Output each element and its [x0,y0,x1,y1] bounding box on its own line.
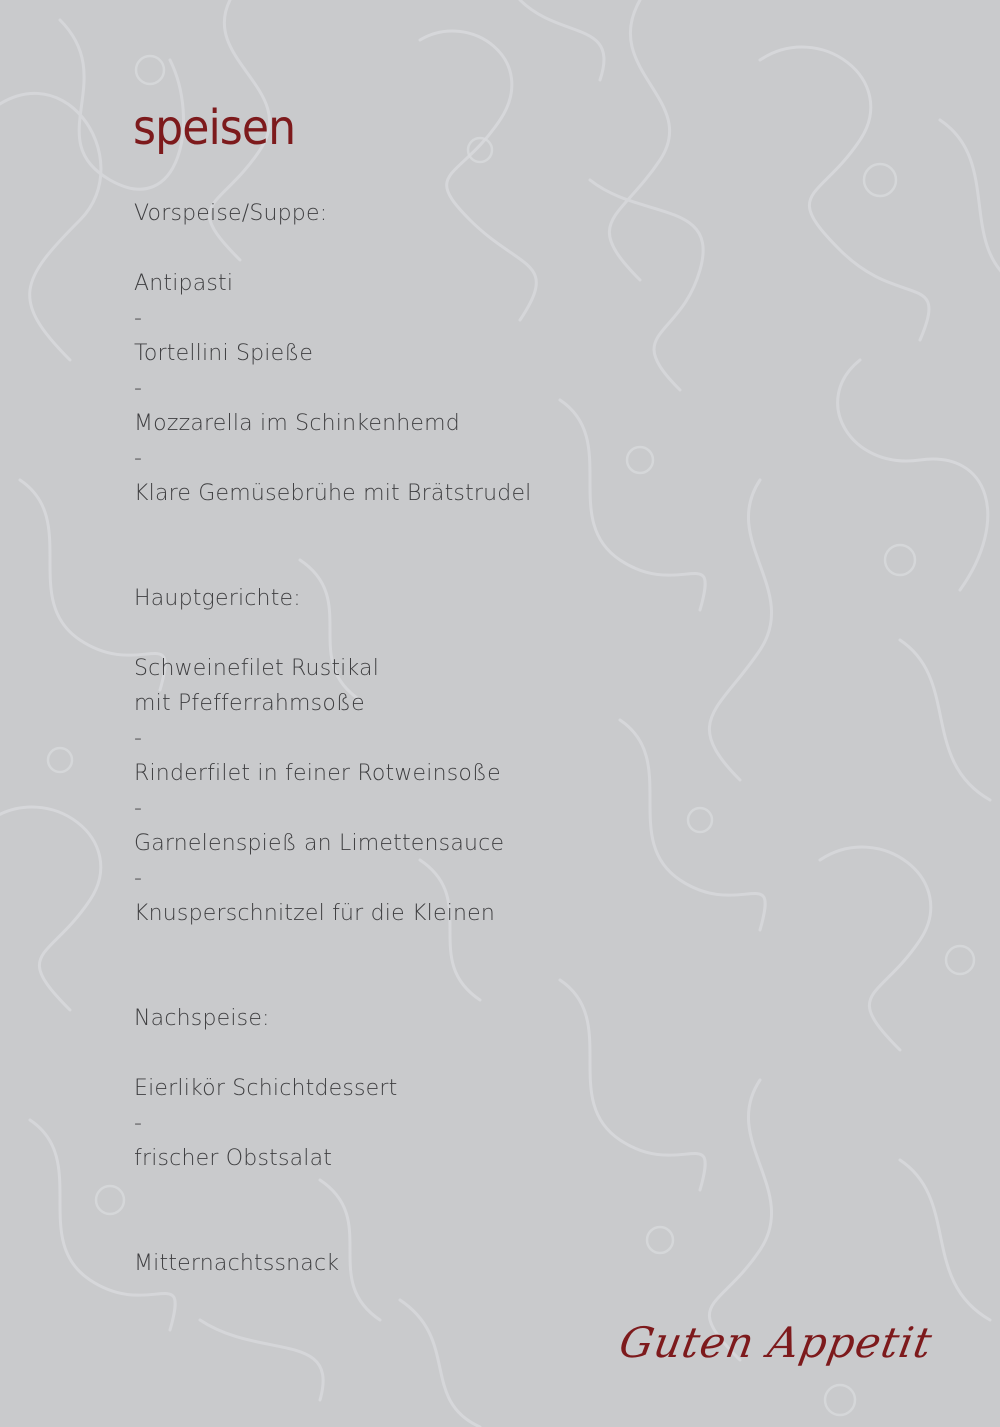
section-heading-desserts: Nachspeise: [134,1006,270,1031]
menu-item: Antipasti [134,271,234,296]
menu-separator: - [134,726,143,751]
menu-separator: - [134,866,143,891]
menu-item: Klare Gemüsebrühe mit Brätstrudel [134,481,532,506]
closing-greeting: Guten Appetit [615,1318,937,1367]
menu-separator: - [134,306,143,331]
section-heading-midnight-snack: Mitternachtssnack [134,1251,340,1276]
menu-separator: - [134,376,143,401]
menu-separator: - [134,446,143,471]
menu-item: Knusperschnitzel für die Kleinen [134,901,496,926]
menu-item: Eierlikör Schichtdessert [134,1076,398,1101]
menu-item: frischer Obstsalat [134,1146,333,1171]
section-heading-mains: Hauptgerichte: [134,586,301,611]
menu-item: Rinderfilet in feiner Rotweinsoße [134,761,501,786]
section-heading-starters: Vorspeise/Suppe: [134,201,328,226]
menu-item: Schweinefilet Rustikal [134,656,380,681]
menu-item: Mozzarella im Schinkenhemd [134,411,460,436]
menu-title: speisen [133,100,296,156]
menu-item-detail: mit Pfefferrahmsoße [134,691,365,716]
menu-separator: - [134,1111,143,1136]
menu-item: Garnelenspieß an Limettensauce [134,831,505,856]
menu-item: Tortellini Spieße [134,341,314,366]
menu-separator: - [134,796,143,821]
